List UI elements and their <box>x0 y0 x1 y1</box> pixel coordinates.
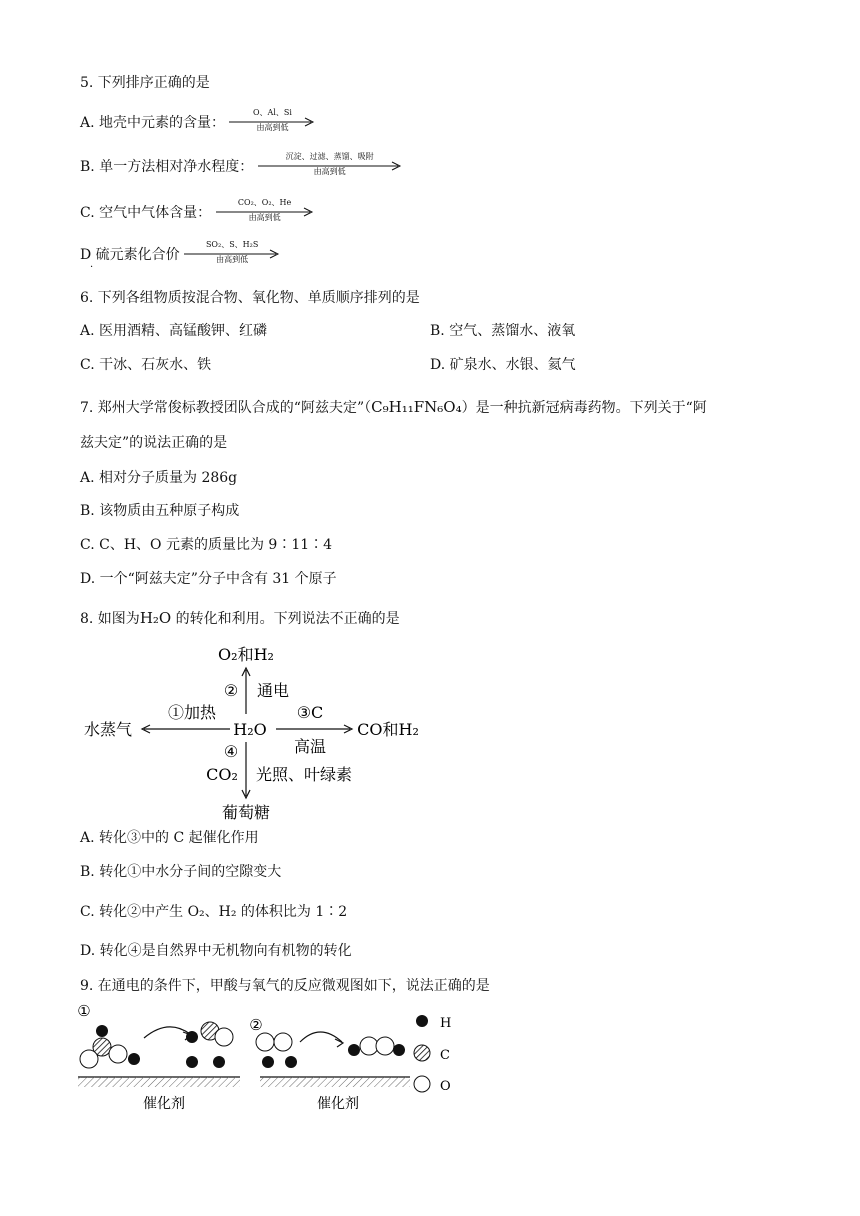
q8-stem <box>80 609 400 628</box>
diagram-left-label: ①加热 <box>167 703 217 722</box>
h-atom <box>285 1056 297 1068</box>
diagram-top-label: O₂和H₂ <box>218 645 274 664</box>
legend-c-label: C <box>440 1048 450 1063</box>
q5-b-arrow-top: 沉淀、过滤、蒸馏、吸附 <box>285 152 374 161</box>
h-atom <box>213 1056 225 1068</box>
q5-c-arrow <box>216 198 314 222</box>
q5-c-prefix: C. 空气中气体含量： <box>80 205 212 221</box>
panel2-number: ② <box>249 1016 263 1034</box>
q6-stem: 6. 下列各组物质按混合物、氧化物、单质顺序排列的是 <box>80 290 420 306</box>
q5-c-arrow-bottom: 由高到低 <box>248 213 281 222</box>
q8-conversion-diagram <box>70 638 440 826</box>
diagram-bottom: 葡萄糖 <box>221 803 271 822</box>
q5-a-arrow <box>229 108 315 132</box>
q9-micro-reaction-diagram <box>72 1000 472 1118</box>
panel1-number: ① <box>77 1002 91 1020</box>
catalyst-label-1: 催化剂 <box>143 1096 185 1112</box>
q5-stem: 5. 下列排序正确的是 <box>80 75 210 91</box>
diagram-down-left: CO₂ <box>206 765 238 784</box>
q5-b-prefix: B. 单一方法相对净水程度： <box>80 159 254 175</box>
legend-h-icon <box>416 1015 428 1027</box>
q5-b-arrow <box>258 152 402 176</box>
q5-option-d <box>80 240 280 264</box>
h-atom <box>96 1025 108 1037</box>
q6-option-d: D. 矿泉水、水银、氦气 <box>430 357 576 373</box>
q7-option-a: A. 相对分子质量为 286g <box>80 470 238 486</box>
q5-a-arrow-bottom: 由高到低 <box>256 123 289 132</box>
diagram-down-num: ④ <box>223 742 239 761</box>
reaction-arrow-curve <box>300 1032 342 1042</box>
q8-option-a: A. 转化③中的 C 起催化作用 <box>80 830 259 846</box>
h-atom <box>393 1044 405 1056</box>
o-atom <box>80 1050 98 1068</box>
o-atom <box>256 1033 274 1051</box>
q8-option-d: D. 转化④是自然界中无机物向有机物的转化 <box>80 943 352 959</box>
catalyst-label-2: 催化剂 <box>317 1096 359 1112</box>
o-atom <box>109 1045 127 1063</box>
q5-d-arrow-bottom: 由高到低 <box>216 255 249 264</box>
diagram-right-bottom: 高温 <box>293 737 327 756</box>
h-atom <box>128 1053 140 1065</box>
legend-o-label: O <box>440 1079 451 1094</box>
h-atom <box>186 1056 198 1068</box>
q7-option-d: D. 一个“阿兹夫定”分子中含有 31 个原子 <box>80 571 337 587</box>
q7-formula: C₉H₁₁FN₆O₄ <box>371 398 462 416</box>
catalyst-surface-hatch <box>260 1077 410 1087</box>
diagram-right: CO和H₂ <box>357 720 419 739</box>
catalyst-surface-hatch <box>78 1077 240 1087</box>
q8-stem-post: 的转化和利用。下列说法不正确的是 <box>171 611 400 627</box>
h-atom <box>348 1044 360 1056</box>
q5-option-b <box>80 152 402 176</box>
q5-option-c <box>80 198 314 222</box>
q5-a-arrow-top: O、Al、Si <box>253 108 292 117</box>
q6-option-a: A. 医用酒精、高锰酸钾、红磷 <box>80 323 268 339</box>
diagram-right-top: ③C <box>296 703 324 722</box>
q7-option-c: C. C、H、O 元素的质量比为 9∶11∶4 <box>80 537 333 553</box>
q5-b-arrow-bottom: 由高到低 <box>313 167 346 176</box>
q9-stem: 9. 在通电的条件下，甲酸与氧气的反应微观图如下，说法正确的是 <box>80 978 490 994</box>
h-atom <box>262 1056 274 1068</box>
q5-c-arrow-top: CO₂、O₂、He <box>237 198 292 207</box>
q7-option-b: B. 该物质由五种原子构成 <box>80 503 240 519</box>
q7-stem-pre: 7. 郑州大学常俊标教授团队合成的“阿兹夫定”（ <box>80 400 372 416</box>
legend-h-label: H <box>440 1016 452 1031</box>
diagram-up-label: 通电 <box>256 681 290 700</box>
o-atom <box>215 1028 233 1046</box>
diagram-left: 水蒸气 <box>83 720 133 739</box>
q5-d-prefix: D 硫元素化合价 <box>80 247 180 263</box>
diagram-center: H₂O <box>233 720 267 739</box>
q8-option-c: C. 转化②中产生 O₂、H₂ 的体积比为 1∶2 <box>80 904 348 920</box>
legend-o-icon <box>414 1076 430 1092</box>
q5-d-arrow <box>184 240 280 264</box>
q5-a-prefix: A. 地壳中元素的含量： <box>80 115 226 131</box>
q8-option-b: B. 转化①中水分子间的空隙变大 <box>80 864 282 880</box>
diagram-down-right: 光照、叶绿素 <box>255 765 353 784</box>
stray-dot-mark: · <box>90 262 94 273</box>
q5-option-a <box>80 108 315 132</box>
o-atom <box>360 1037 378 1055</box>
q7-stem-line1 <box>80 398 707 417</box>
q7-stem-line2: 兹夫定”的说法正确的是 <box>80 435 228 451</box>
diagram-up-num: ② <box>223 681 239 700</box>
q7-stem-post: ）是一种抗新冠病毒药物。下列关于“阿 <box>461 400 707 416</box>
o-atom <box>376 1037 394 1055</box>
q8-stem-pre: 8. 如图为 <box>80 611 140 627</box>
q5-d-arrow-top: SO₂、S、H₂S <box>205 240 259 249</box>
q8-stem-formula: H₂O <box>139 609 172 627</box>
h-atom <box>186 1031 198 1043</box>
q6-option-c: C. 干冰、石灰水、铁 <box>80 357 212 373</box>
o-atom <box>274 1033 292 1051</box>
legend-c-icon <box>414 1045 430 1061</box>
q6-option-b: B. 空气、蒸馏水、液氧 <box>430 323 576 339</box>
